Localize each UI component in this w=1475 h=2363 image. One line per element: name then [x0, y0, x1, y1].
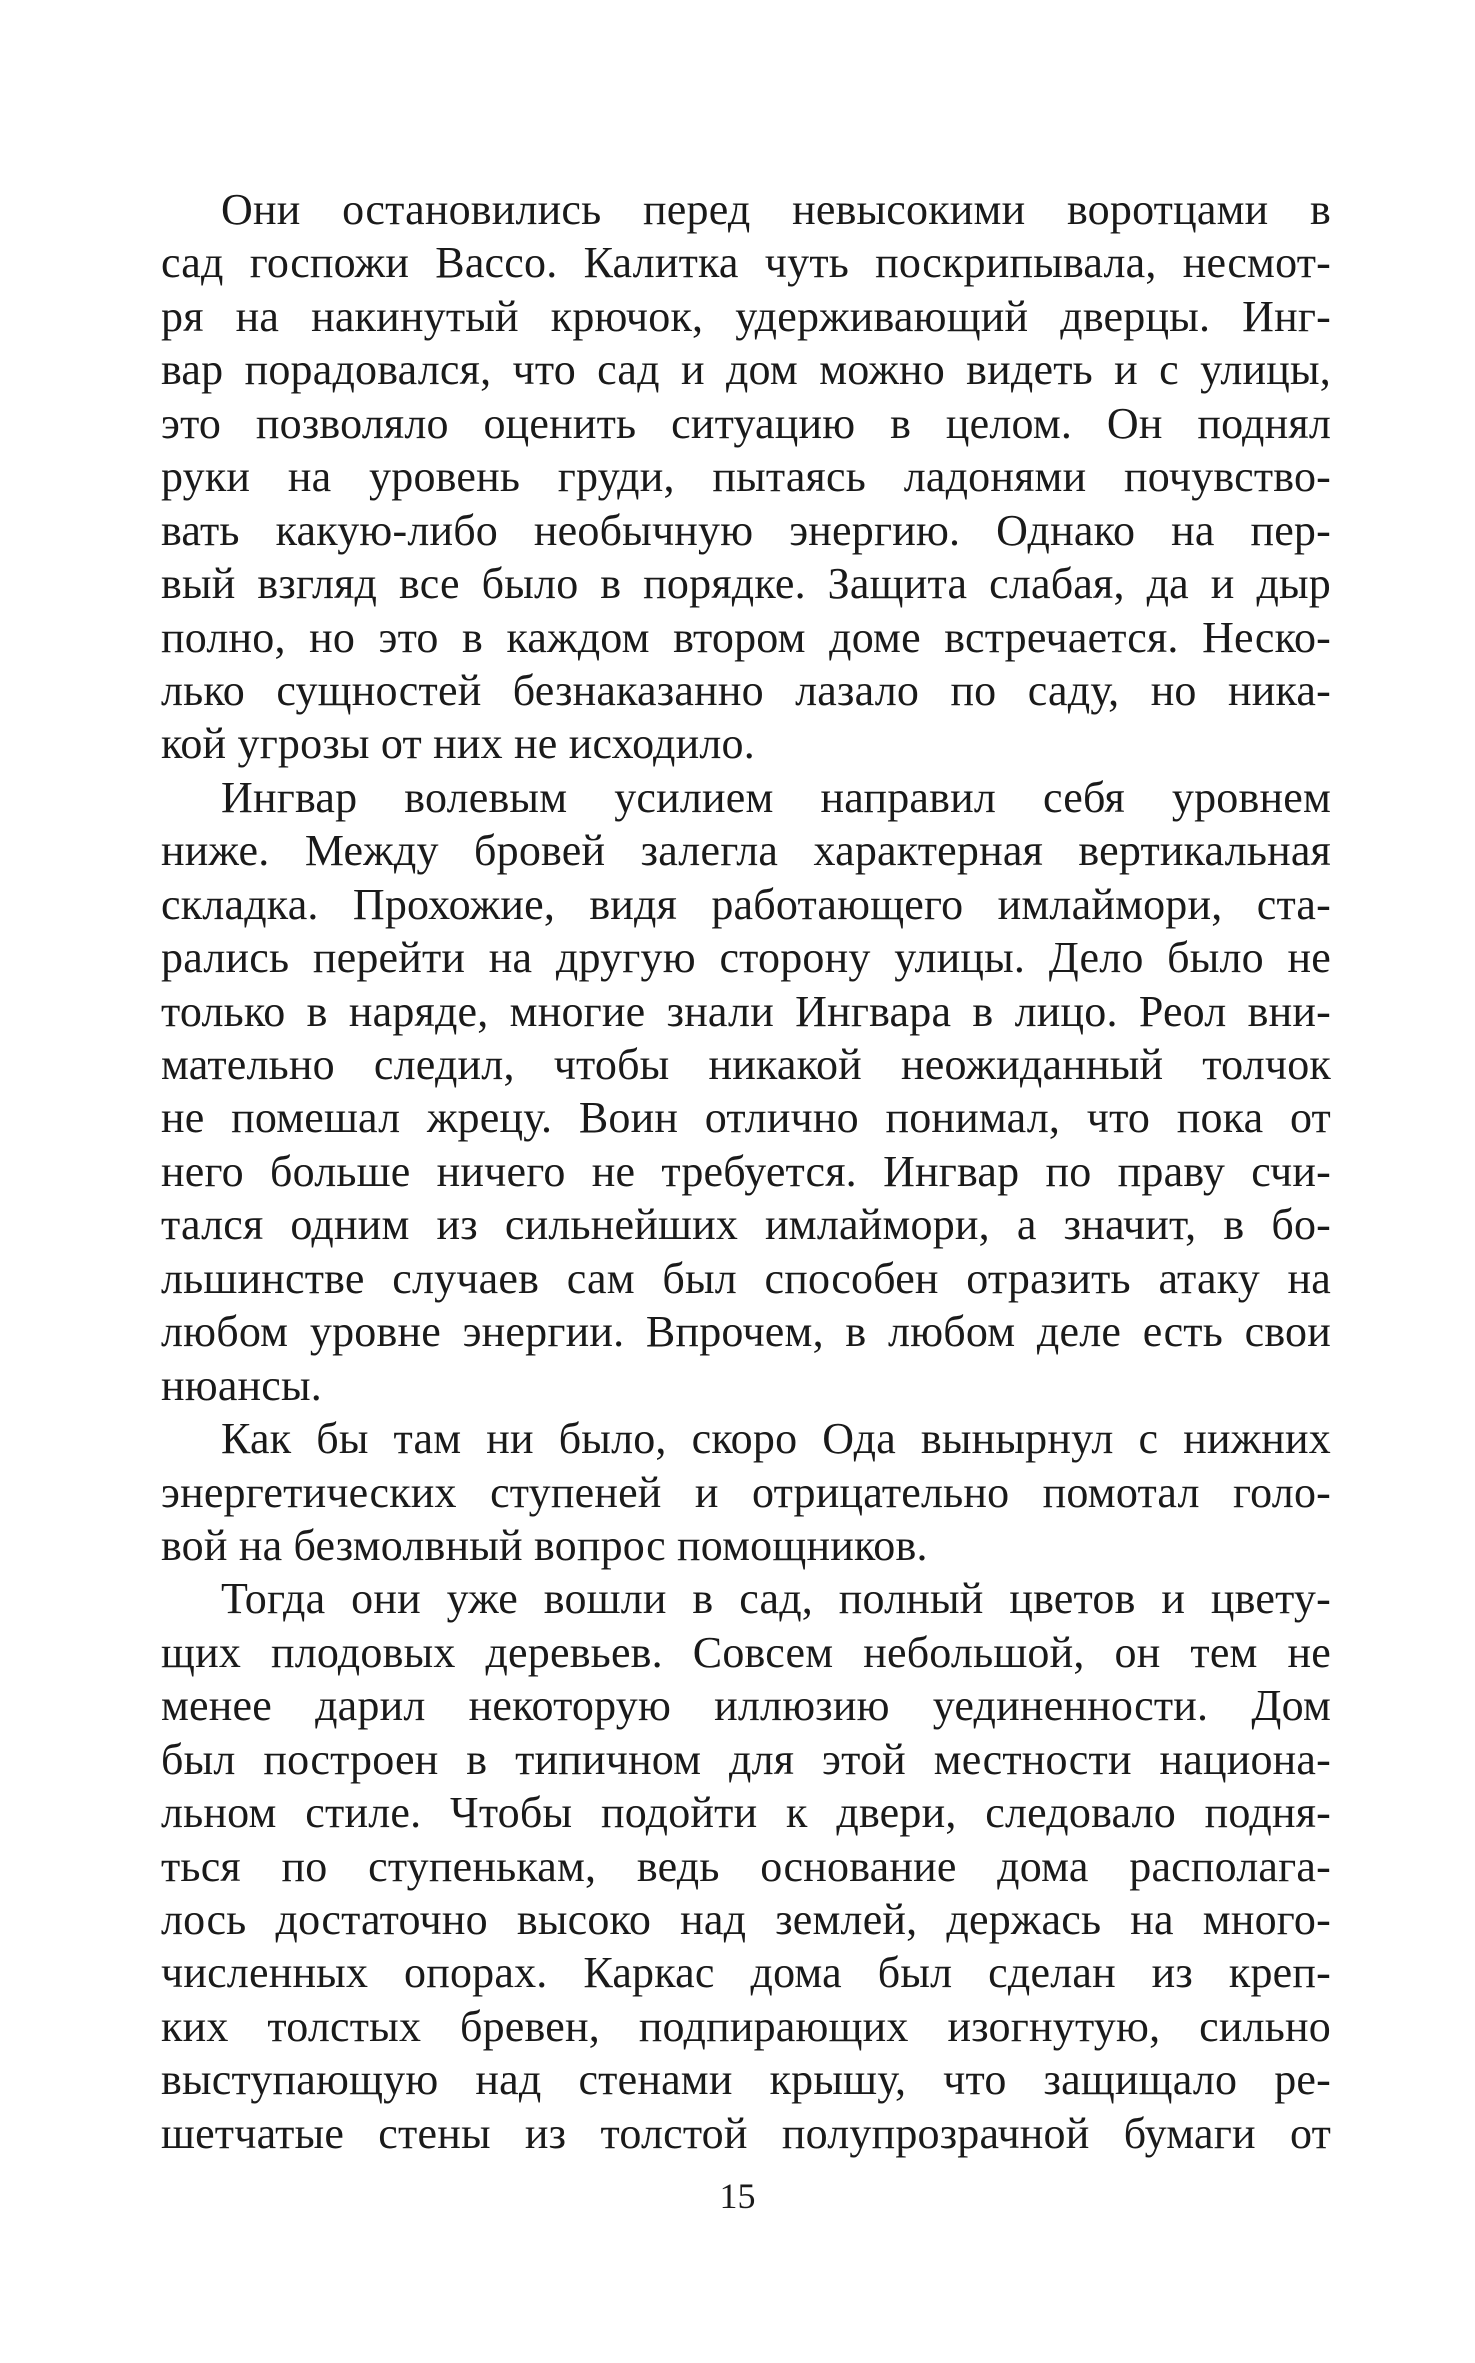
text-line: лько сущностей безнаказанно лазало по саду, но ника-	[161, 665, 1331, 715]
text-line: рались перейти на другую сторону улицы. Дело было не	[161, 933, 1331, 983]
text-line: вый взгляд все было в порядке. Защита слабая, да и дыр	[161, 559, 1331, 609]
text-line: кой угрозы от них не исходило.	[161, 719, 755, 769]
text-line: вой на безмолвный вопрос помощников.	[161, 1520, 928, 1570]
text-line: льном стиле. Чтобы подойти к двери, следовало подня-	[161, 1788, 1331, 1838]
text-line: Они остановились перед невысокими воротцами в	[221, 185, 1331, 234]
text-line: ниже. Между бровей залегла характерная вертикальная	[161, 826, 1331, 876]
body-text	[161, 183, 1331, 2160]
text-line: щих плодовых деревьев. Совсем небольшой, он тем не	[161, 1627, 1331, 1677]
text-line: выступающую над стенами крышу, что защищало ре-	[161, 2055, 1331, 2105]
text-line: был построен в типичном для этой местности национа-	[161, 1734, 1331, 1784]
text-line: вать какую-либо необычную энергию. Однако на пер-	[161, 505, 1331, 555]
text-line: это позволяло оценить ситуацию в целом. Он поднял	[161, 398, 1331, 448]
text-line: ться по ступенькам, ведь основание дома располага-	[161, 1841, 1331, 1891]
text-line: льшинстве случаев сам был способен отразить атаку на	[161, 1253, 1331, 1303]
text-line: ких толстых бревен, подпирающих изогнутую, сильно	[161, 2001, 1331, 2051]
text-line: тался одним из сильнейших имлаймори, а значит, в бо-	[161, 1200, 1331, 1250]
text-line: численных опорах. Каркас дома был сделан из креп-	[161, 1948, 1331, 1998]
text-line: лось достаточно высоко над землей, держась на много-	[161, 1895, 1331, 1944]
text-line: менее дарил некоторую иллюзию уединенности. Дом	[161, 1681, 1331, 1731]
page-number: 15	[719, 2176, 756, 2216]
text-line: Как бы там ни было, скоро Ода вынырнул с нижних	[221, 1414, 1331, 1464]
text-line: складка. Прохожие, видя работающего имлаймори, ста-	[161, 879, 1331, 929]
text-line: сад госпожи Вассо. Калитка чуть поскрипывала, несмот-	[161, 238, 1331, 288]
text-line: любом уровне энергии. Впрочем, в любом деле есть свои	[161, 1307, 1331, 1357]
text-line: не помешал жрецу. Воин отлично понимал, что пока от	[161, 1093, 1331, 1143]
text-line: энергетических ступеней и отрицательно помотал голо-	[161, 1467, 1331, 1517]
text-line: мательно следил, чтобы никакой неожиданный толчок	[161, 1040, 1331, 1089]
text-line: шетчатые стены из толстой полупрозрачной бумаги от	[161, 2108, 1331, 2158]
text-line: ря на накинутый крючок, удерживающий дверцы. Инг-	[161, 291, 1331, 341]
text-line: него больше ничего не требуется. Ингвар по праву счи-	[161, 1146, 1331, 1196]
text-line: только в наряде, многие знали Ингвара в лицо. Реол вни-	[161, 986, 1331, 1036]
text-line: вар порадовался, что сад и дом можно видеть и с улицы,	[161, 345, 1331, 395]
text-line: нюансы.	[161, 1360, 322, 1410]
text-line: Тогда они уже вошли в сад, полный цветов и цвету-	[221, 1574, 1331, 1624]
text-line: полно, но это в каждом втором доме встречается. Неско-	[161, 612, 1331, 662]
text-line: Ингвар волевым усилием направил себя уровнем	[221, 772, 1331, 822]
text-line: руки на уровень груди, пытаясь ладонями почувство-	[161, 452, 1331, 502]
